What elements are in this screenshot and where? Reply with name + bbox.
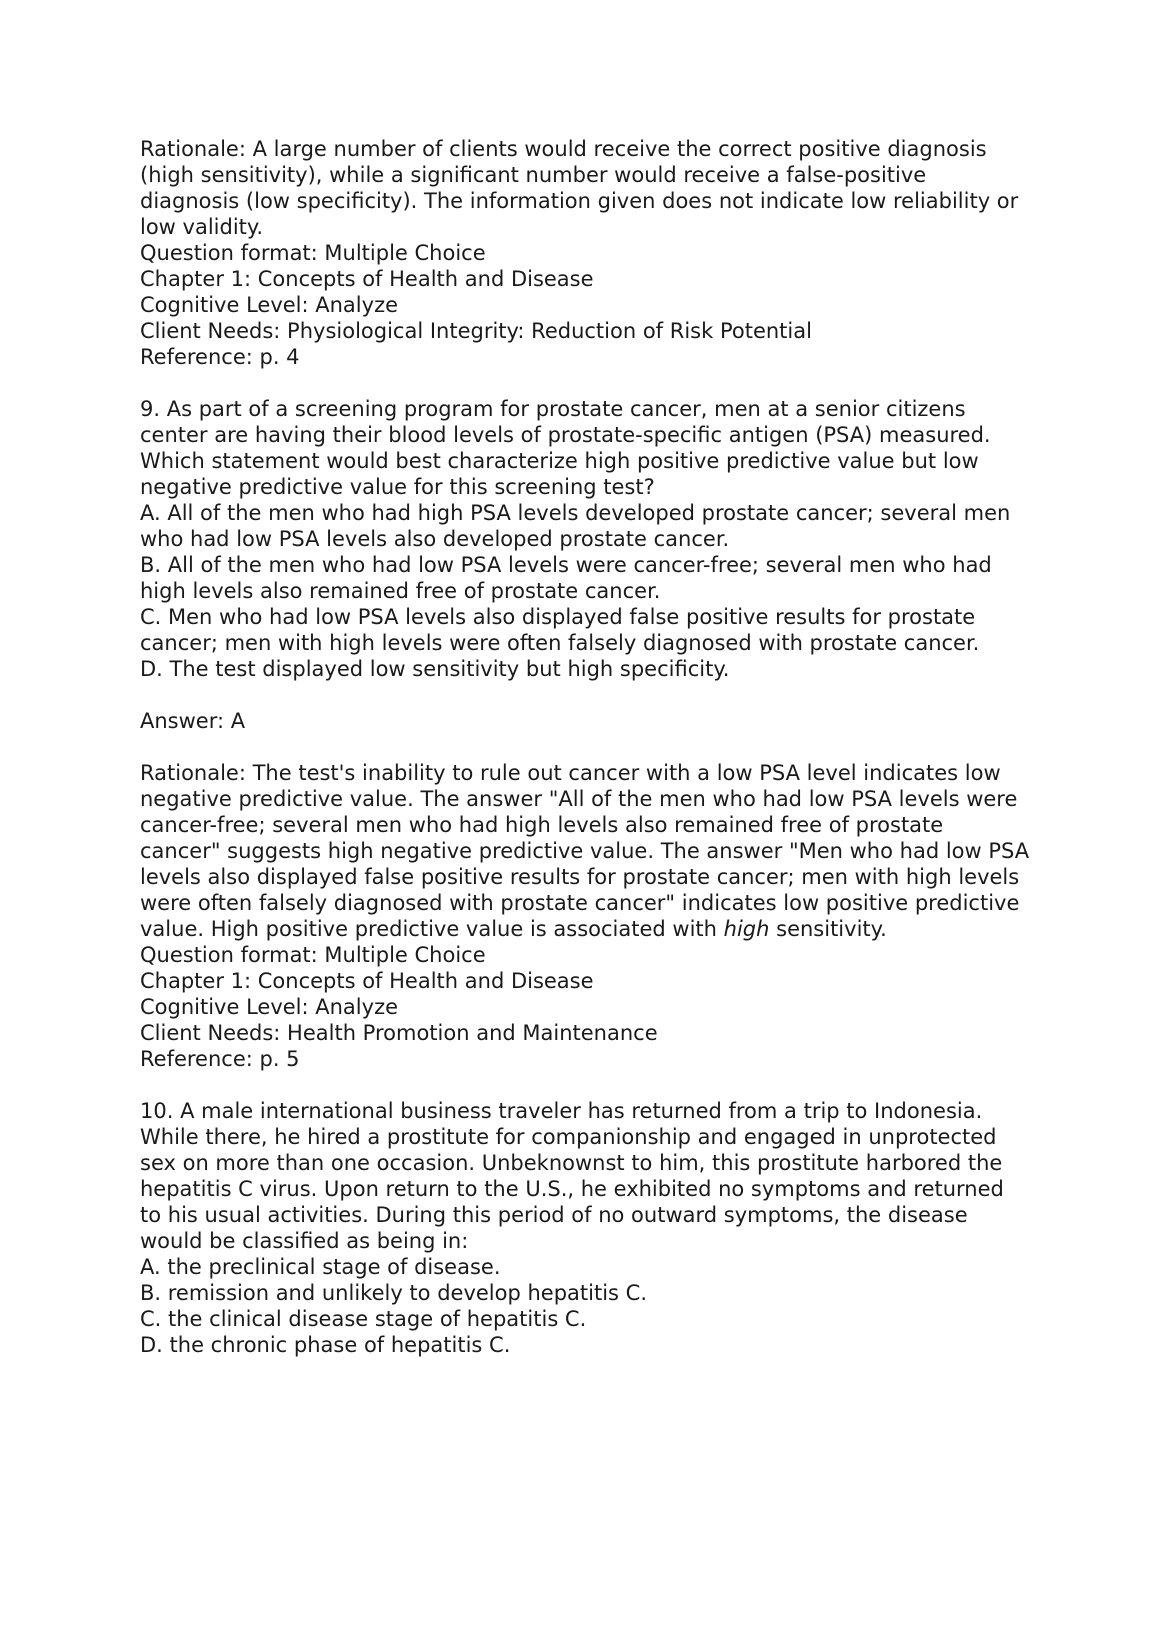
q8-rationale [140, 136, 1040, 240]
q10-stem-line: 10. A male international business traveler has returned from a trip to Indonesia. [140, 1099, 983, 1123]
q9-option-b-line: high levels also remained free of prostate cancer. [140, 579, 661, 603]
q10-stem-line: would be classified as being in: [140, 1229, 469, 1253]
q9-rationale-line: negative predictive value. The answer "All of the men who had low PSA levels were [140, 787, 1018, 811]
q8-reference: Reference: p. 4 [140, 345, 300, 369]
q9-rationale [140, 760, 1040, 942]
q8-rationale-line: low validity. [140, 215, 264, 239]
q9-rationale-line: cancer-free; several men who had high levels also remained free of prostate [140, 813, 944, 837]
q10-stem [140, 1098, 1040, 1254]
q10-option-c: C. the clinical disease stage of hepatitis C. [140, 1307, 587, 1331]
q8-chapter: Chapter 1: Concepts of Health and Disease [140, 267, 594, 291]
q8-client-needs: Client Needs: Physiological Integrity: Reduction of Risk Potential [140, 319, 812, 343]
q9-stem [140, 396, 1040, 500]
q9-option-c-line: C. Men who had low PSA levels also displayed false positive results for prostate [140, 605, 976, 629]
q9-option-a [140, 500, 1040, 552]
q9-chapter: Chapter 1: Concepts of Health and Disease [140, 969, 594, 993]
spacer [140, 1072, 1040, 1098]
q10-option-b: B. remission and unlikely to develop hepatitis C. [140, 1281, 647, 1305]
q10-stem-line: While there, he hired a prostitute for companionship and engaged in unprotected [140, 1125, 997, 1149]
q9-question-format: Question format: Multiple Choice [140, 943, 486, 967]
q9-stem-line: 9. As part of a screening program for prostate cancer, men at a senior citizens [140, 397, 966, 421]
q8-cognitive-level: Cognitive Level: Analyze [140, 293, 399, 317]
q9-rationale-line: were often falsely diagnosed with prostate cancer" indicates low positive predictive [140, 891, 1020, 915]
q9-option-c-line: cancer; men with high levels were often falsely diagnosed with prostate cancer. [140, 631, 980, 655]
q9-rationale-last-line [140, 916, 1040, 942]
q8-question-format: Question format: Multiple Choice [140, 241, 486, 265]
q9-option-a-line: A. All of the men who had high PSA levels developed prostate cancer; several men [140, 501, 1011, 525]
q9-option-b-line: B. All of the men who had low PSA levels were cancer-free; several men who had [140, 553, 992, 577]
q10-stem-line: sex on more than one occasion. Unbeknownst to him, this prostitute harbored the [140, 1151, 1003, 1175]
spacer [140, 682, 1040, 708]
q8-rationale-line: Rationale: A large number of clients would receive the correct positive diagnosis [140, 137, 987, 161]
q9-option-d: D. The test displayed low sensitivity but high specificity. [140, 657, 730, 681]
q8-rationale-line: diagnosis (low specificity). The information given does not indicate low reliability or [140, 189, 1019, 213]
q9-rationale-last-suffix: sensitivity. [769, 917, 887, 941]
q9-cognitive-level: Cognitive Level: Analyze [140, 995, 399, 1019]
q9-rationale-last-prefix: value. High positive predictive value is associated with [140, 917, 724, 941]
q9-stem-line: Which statement would best characterize high positive predictive value but low [140, 449, 979, 473]
q10-stem-line: to his usual activities. During this period of no outward symptoms, the disease [140, 1203, 968, 1227]
q9-rationale-line: cancer" suggests high negative predictive value. The answer "Men who had low PSA [140, 839, 1030, 863]
q10-option-a: A. the preclinical stage of disease. [140, 1255, 501, 1279]
q9-answer: Answer: A [140, 709, 246, 733]
q9-option-b [140, 552, 1040, 604]
q9-stem-line: center are having their blood levels of prostate-specific antigen (PSA) measured. [140, 423, 991, 447]
q10-option-d: D. the chronic phase of hepatitis C. [140, 1333, 511, 1357]
q9-rationale-line: levels also displayed false positive results for prostate cancer; men with high levels [140, 865, 1020, 889]
q9-reference: Reference: p. 5 [140, 1047, 300, 1071]
spacer [140, 734, 1040, 760]
q9-rationale-emphasis: high [723, 917, 770, 941]
q9-option-c [140, 604, 1040, 656]
q10-stem-line: hepatitis C virus. Upon return to the U.S., he exhibited no symptoms and returned [140, 1177, 1004, 1201]
q9-stem-line: negative predictive value for this screening test? [140, 475, 655, 499]
q9-rationale-line: Rationale: The test's inability to rule out cancer with a low PSA level indicates low [140, 761, 1001, 785]
document-page [140, 136, 1040, 1358]
q9-option-a-line: who had low PSA levels also developed prostate cancer. [140, 527, 730, 551]
q9-client-needs: Client Needs: Health Promotion and Maintenance [140, 1021, 658, 1045]
spacer [140, 370, 1040, 396]
q8-rationale-line: (high sensitivity), while a significant number would receive a false-positive [140, 163, 927, 187]
